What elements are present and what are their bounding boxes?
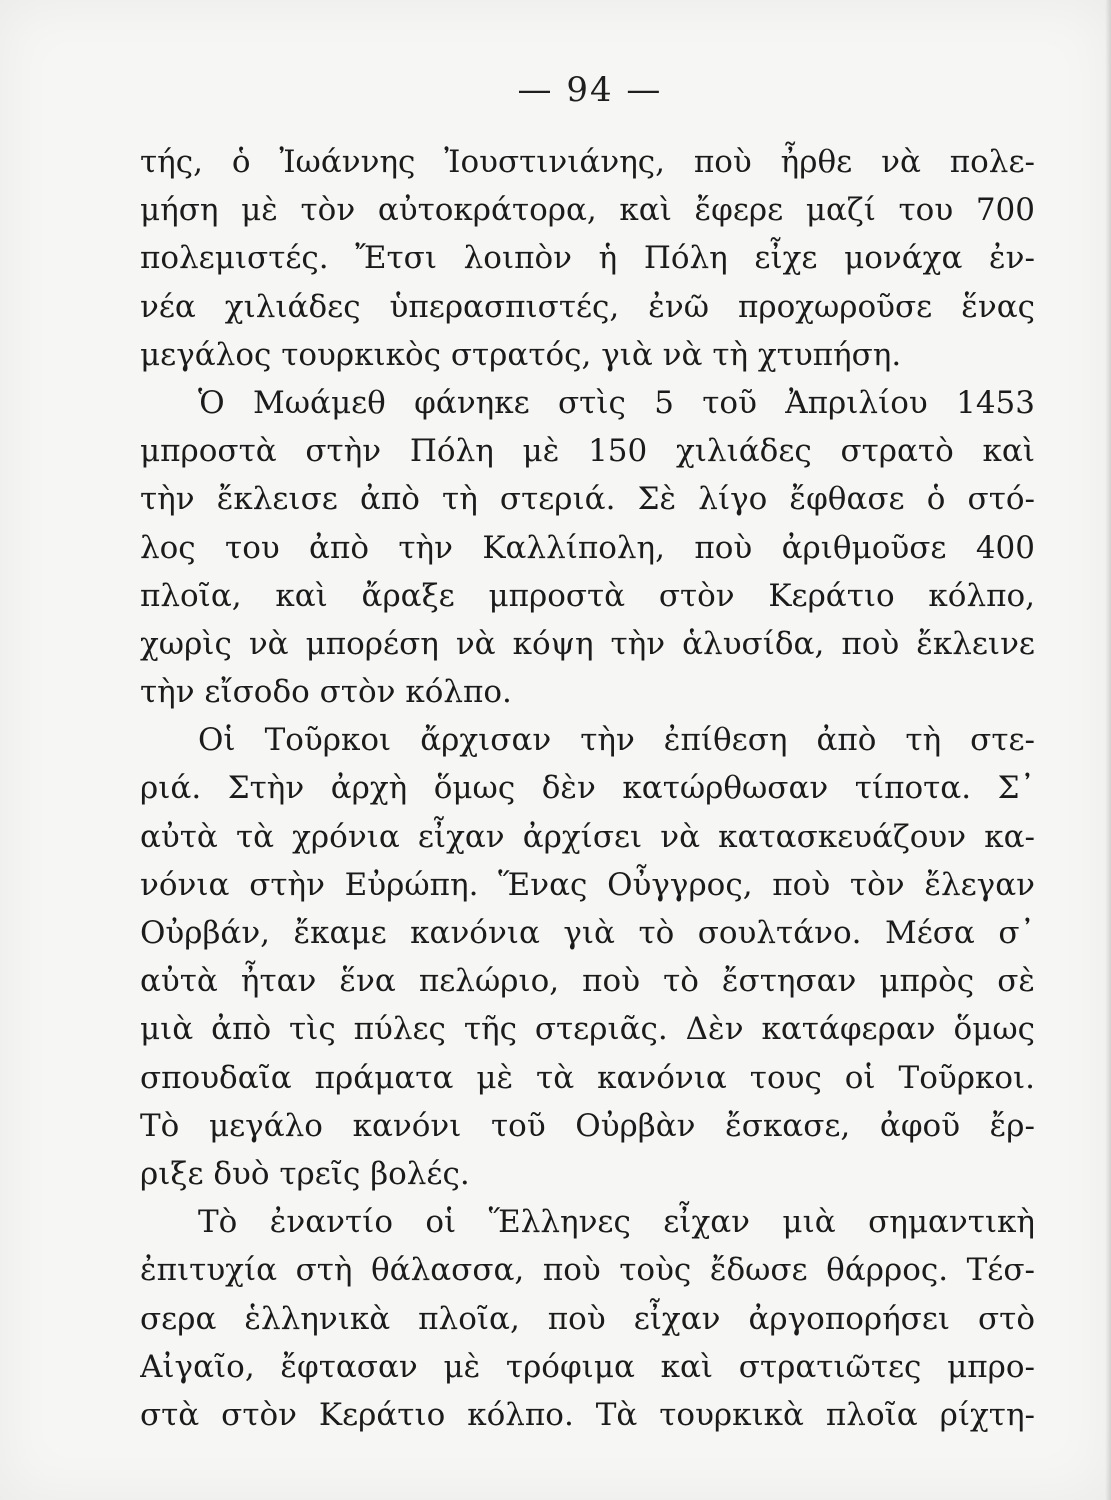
text-line: ριά. Στὴν ἀρχὴ ὅμως δὲν κατώρθωσαν τίποτα. Σ᾽ (140, 770, 1035, 807)
text-line: μεγάλος τουρκικὸς στρατός, γιὰ νὰ τὴ χτυπήση. (140, 336, 902, 373)
text-line: νέα χιλιάδες ὑπερασπιστές, ἐνῶ προχωροῦσε ἕνας (140, 288, 1035, 325)
text-line: μπροστὰ στὴν Πόλη μὲ 150 χιλιάδες στρατὸ καὶ (140, 433, 1035, 470)
text-line: Ὁ Μωάμεθ φάνηκε στὶς 5 τοῦ Ἀπριλίου 1453 (198, 384, 1035, 421)
text-line: μήση μὲ τὸν αὐτοκράτορα, καὶ ἔφερε μαζί του 700 (140, 192, 1035, 229)
text-line: στὰ στὸν Κεράτιο κόλπο. Τὰ τουρκικὰ πλοῖα ρίχτη- (140, 1396, 1035, 1433)
text-line: τὴν εἴσοδο στὸν κόλπο. (140, 674, 512, 711)
text-line: Αἰγαῖο, ἔφτασαν μὲ τρόφιμα καὶ στρατιῶτες μπρο- (140, 1348, 1035, 1385)
text-line: τής, ὁ Ἰωάννης Ἰουστινιάνης, ποὺ ἦρθε νὰ πολε- (140, 144, 1035, 180)
text-line: ριξε δυὸ τρεῖς βολές. (140, 1155, 470, 1192)
text-line: σερα ἑλληνικὰ πλοῖα, ποὺ εἶχαν ἀργοπορήσει στὸ (140, 1300, 1035, 1337)
text-line: μιὰ ἀπὸ τὶς πύλες τῆς στεριᾶς. Δὲν κατάφεραν ὅμως (140, 1011, 1035, 1048)
body-text (140, 138, 1035, 1439)
page-number: — 94 — (517, 70, 663, 110)
text-line: Τὸ ἐναντίο οἱ Ἕλληνες εἶχαν μιὰ σημαντικὴ (198, 1204, 1035, 1241)
text-line: πλοῖα, καὶ ἄραξε μπροστὰ στὸν Κεράτιο κόλπο, (140, 577, 1035, 614)
text-line: αὐτὰ ἦταν ἕνα πελώριο, ποὺ τὸ ἔστησαν μπρὸς σὲ (140, 963, 1035, 1000)
text-line: πολεμιστές. Ἔτσι λοιπὸν ἡ Πόλη εἶχε μονάχα ἐν- (140, 240, 1035, 277)
text-line: ἐπιτυχία στὴ θάλασσα, ποὺ τοὺς ἔδωσε θάρρος. Τέσ- (140, 1252, 1035, 1289)
text-line: νόνια στὴν Εὐρώπη. Ἕνας Οὖγγρος, ποὺ τὸν ἔλεγαν (140, 866, 1035, 903)
text-line: χωρὶς νὰ μπορέση νὰ κόψη τὴν ἁλυσίδα, ποὺ ἔκλεινε (140, 625, 1035, 662)
text-line: Οἱ Τοῦρκοι ἄρχισαν τὴν ἐπίθεση ἀπὸ τὴ στε- (198, 722, 1035, 759)
text-line: λος του ἀπὸ τὴν Καλλίπολη, ποὺ ἀριθμοῦσε 400 (140, 529, 1035, 566)
text-line: τὴν ἔκλεισε ἀπὸ τὴ στεριά. Σὲ λίγο ἔφθασε ὁ στό- (140, 481, 1035, 518)
text-line: Οὐρβάν, ἔκαμε κανόνια γιὰ τὸ σουλτάνο. Μέσα σ᾽ (140, 915, 1035, 951)
text-line: Τὸ μεγάλο κανόνι τοῦ Οὐρβὰν ἔσκασε, ἀφοῦ ἔρ- (140, 1107, 1035, 1144)
text-line: αὐτὰ τὰ χρόνια εἶχαν ἀρχίσει νὰ κατασκευάζουν κα- (140, 818, 1035, 855)
page-edge-shadow (1105, 0, 1111, 1500)
text-line: σπουδαῖα πράματα μὲ τὰ κανόνια τους οἱ Τοῦρκοι. (140, 1059, 1035, 1096)
